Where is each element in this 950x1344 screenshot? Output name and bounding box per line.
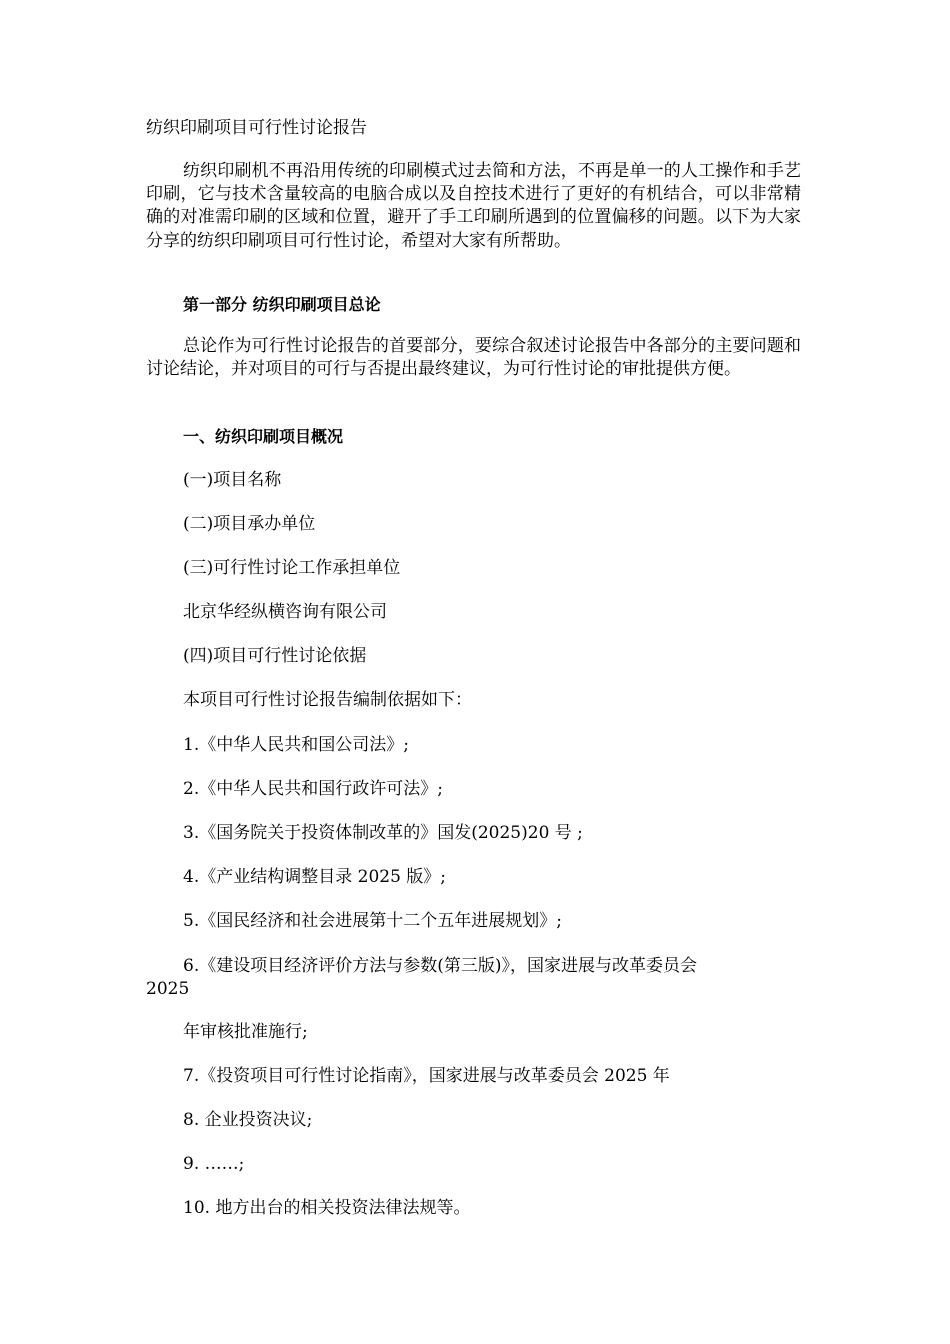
basis-intro: 本项目可行性讨论报告编制依据如下： <box>183 690 472 710</box>
item-feasibility-unit: (三)可行性讨论工作承担单位 <box>183 558 401 578</box>
basis-item: 5.《国民经济和社会进展第十二个五年进展规划》; <box>183 911 562 931</box>
section1-heading: 一、纺织印刷项目概况 <box>183 427 344 446</box>
item-project-sponsor: (二)项目承办单位 <box>183 514 316 534</box>
basis-item: 8. 企业投资决议; <box>183 1110 313 1130</box>
basis-item: 9. ……; <box>183 1154 245 1174</box>
basis-item: 3.《国务院关于投资体制改革的》国发(2025)20 号 ; <box>183 823 583 843</box>
basis-item: 2.《中华人民共和国行政许可法》; <box>183 779 443 799</box>
basis-item: 7.《投资项目可行性讨论指南》，国家进展与改革委员会 2025 年 <box>183 1066 670 1086</box>
basis-item: 6.《建设项目经济评价方法与参数(第三版)》，国家进展与改革委员会 <box>183 956 697 976</box>
document-title: 纺织印刷项目可行性讨论报告 <box>146 118 367 138</box>
company-name: 北京华经纵横咨询有限公司 <box>183 602 387 622</box>
basis-item-continuation: 年审核批准施行; <box>183 1022 308 1042</box>
basis-item-continuation: 2025 <box>146 979 190 999</box>
item-project-name: (一)项目名称 <box>183 470 282 490</box>
part1-paragraph: 总论作为可行性讨论报告的首要部分，要综合叙述讨论报告中各部分的主要问题和讨论结论，并对项目的可行与否提出最终建议，为可行性讨论的审批提供方便。 <box>146 336 801 380</box>
basis-item: 10. 地方出台的相关投资法律法规等。 <box>183 1198 471 1218</box>
item-feasibility-basis: (四)项目可行性讨论依据 <box>183 646 367 666</box>
basis-item: 4.《产业结构调整目录 2025 版》; <box>183 867 447 887</box>
part1-heading: 第一部分 纺织印刷项目总论 <box>183 295 381 314</box>
basis-item: 1.《中华人民共和国公司法》; <box>183 735 409 755</box>
intro-paragraph: 纺织印刷机不再沿用传统的印刷模式过去简和方法，不再是单一的人工操作和手艺印刷，它与技术含量较高的电脑合成以及自控技术进行了更好的有机结合，可以非常精确的对准需印刷的区域和位置，避开了手工印刷所遇到的位置偏移的问题。以下为大家分享的纺织印刷项目可行性讨论，希望对大家有所帮助。 <box>146 161 801 251</box>
